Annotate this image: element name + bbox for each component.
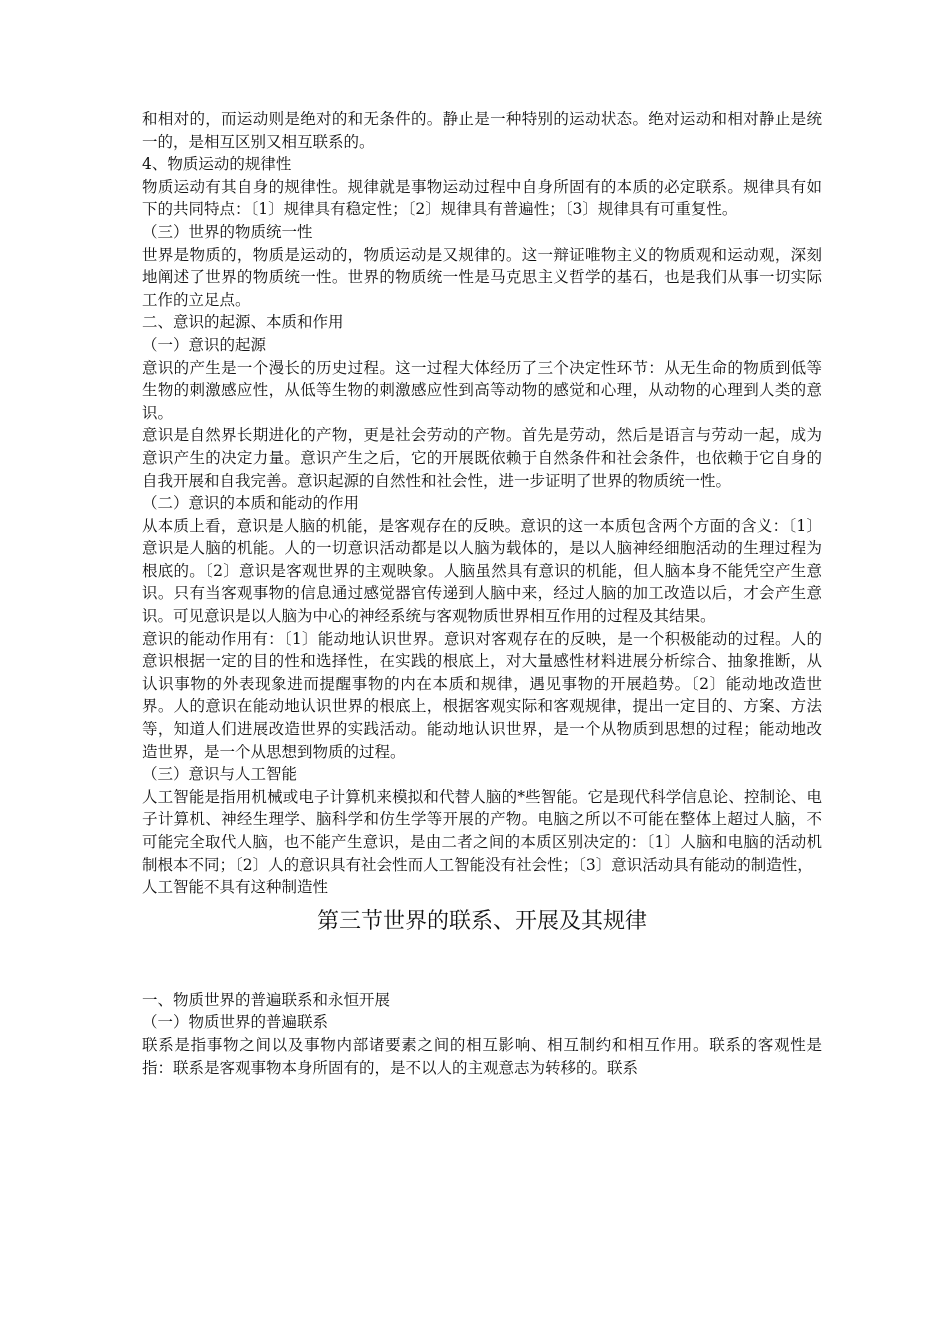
paragraph-motion-rest: 和相对的，而运动则是绝对的和无条件的。静止是一种特别的运动状态。绝对运动和相对静止是统一的，是相互区别又相互联系的。 [142, 110, 822, 151]
paragraph-essence: 从本质上看，意识是人脑的机能，是客观存在的反映。意识的这一本质包含两个方面的含义：〔1〕意识是人脑的机能。人的一切意识活动都是以人脑为载体的，是以人脑神经细胞活动的生理过程为根底的。〔2〕意识是客观世界的主观映象。人脑虽然具有意识的机能，但人脑本身不能凭空产生意识。只有当客观事物的信息通过感觉器官传递到人脑中来，经过人脑的加工改造以后，才会产生意识。可见意识是以人脑为中心的神经系统与客观物质世界相互作用的过程及其结果。 [142, 516, 822, 626]
heading-consciousness: 二、意识的起源、本质和作用 [142, 313, 344, 332]
paragraph-dynamic-role: 意识的能动作用有：〔1〕能动地认识世界。意识对客观存在的反映，是一个积极能动的过程。人的意识根据一定的目的性和选择性，在实践的根底上，对大量感性材料进展分析综合、抽象推断，从认识事物的外表现象进而提醒事物的内在本质和规律，遇见事物的开展趋势。〔2〕能动地改造世界。人的意识在能动地认识世界的根底上，根据客观实际和客观规律，提出一定目的、方案、方法等，知道人们进展改造世界的实践活动。能动地认识世界，是一个从物质到思想的过程；能动地改造世界，是一个从思想到物质的过程。 [142, 629, 822, 761]
heading-consciousness-essence: （二）意识的本质和能动的作用 [142, 494, 360, 513]
paragraph-ai: 人工智能是指用机械或电子计算机来模拟和代替人脑的*些智能。它是现代科学信息论、控制论、电子计算机、神经生理学、脑科学和仿生学等开展的产物。电脑之所以不可能在整体上超过人脑，不可能完全取代人脑，也不能产生意识，是由二者之间的本质区别决定的：〔1〕人脑和电脑的活动机制根本不同；〔2〕人的意识具有社会性而人工智能没有社会性；〔3〕意识活动具有能动的制造性， [142, 787, 822, 874]
paragraph-material-unity: 世界是物质的，物质是运动的，物质运动是又规律的。这一辩证唯物主义的物质观和运动观，深刻地阐述了世界的物质统一性。世界的物质统一性是马克思主义哲学的基石，也是我们从事一切实际工作的立足点。 [142, 245, 822, 309]
paragraph-law-features: 物质运动有其自身的规律性。规律就是事物运动过程中自身所固有的本质的必定联系。规律具有如下的共同特点：〔1〕规律具有稳定性；〔2〕规律具有普遍性；〔3〕规律具有可重复性。 [142, 177, 822, 219]
paragraph-ai-end: 人工智能不具有这种制造性 [142, 878, 329, 897]
heading-universal-connection: 一、物质世界的普遍联系和永恒开展 [142, 990, 391, 1009]
document-page [142, 108, 822, 1079]
heading-material-unity: （三）世界的物质统一性 [142, 222, 313, 241]
heading-connection: （一）物质世界的普遍联系 [142, 1013, 329, 1032]
section-title: 第三节世界的联系、开展及其规律 [316, 908, 647, 934]
heading-consciousness-origin: （一）意识的起源 [142, 335, 267, 354]
heading-ai: （三）意识与人工智能 [142, 765, 298, 784]
paragraph-origin-process: 意识的产生是一个漫长的历史过程。这一过程大体经历了三个决定性环节：从无生命的物质到低等生物的刺激感应性，从低等生物的刺激感应性到高等动物的感觉和心理，从动物的心理到人类的意识。 [142, 358, 822, 422]
paragraph-connection: 联系是指事物之间以及事物内部诸要素之间的相互影响、相互制约和相互作用。联系的客观性是指：联系是客观事物本身所固有的，是不以人的主观意志为转移的。联系 [142, 1035, 822, 1077]
heading-motion-law: 4、物质运动的规律性 [142, 155, 292, 174]
paragraph-origin-labor: 意识是自然界长期进化的产物，更是社会劳动的产物。首先是劳动，然后是语言与劳动一起，成为意识产生的决定力量。意识产生之后，它的开展既依赖于自然条件和社会条件，也依赖于它自身的自我开展和自我完善。意识起源的自然性和社会性，进一步证明了世界的物质统一性。 [142, 426, 822, 490]
